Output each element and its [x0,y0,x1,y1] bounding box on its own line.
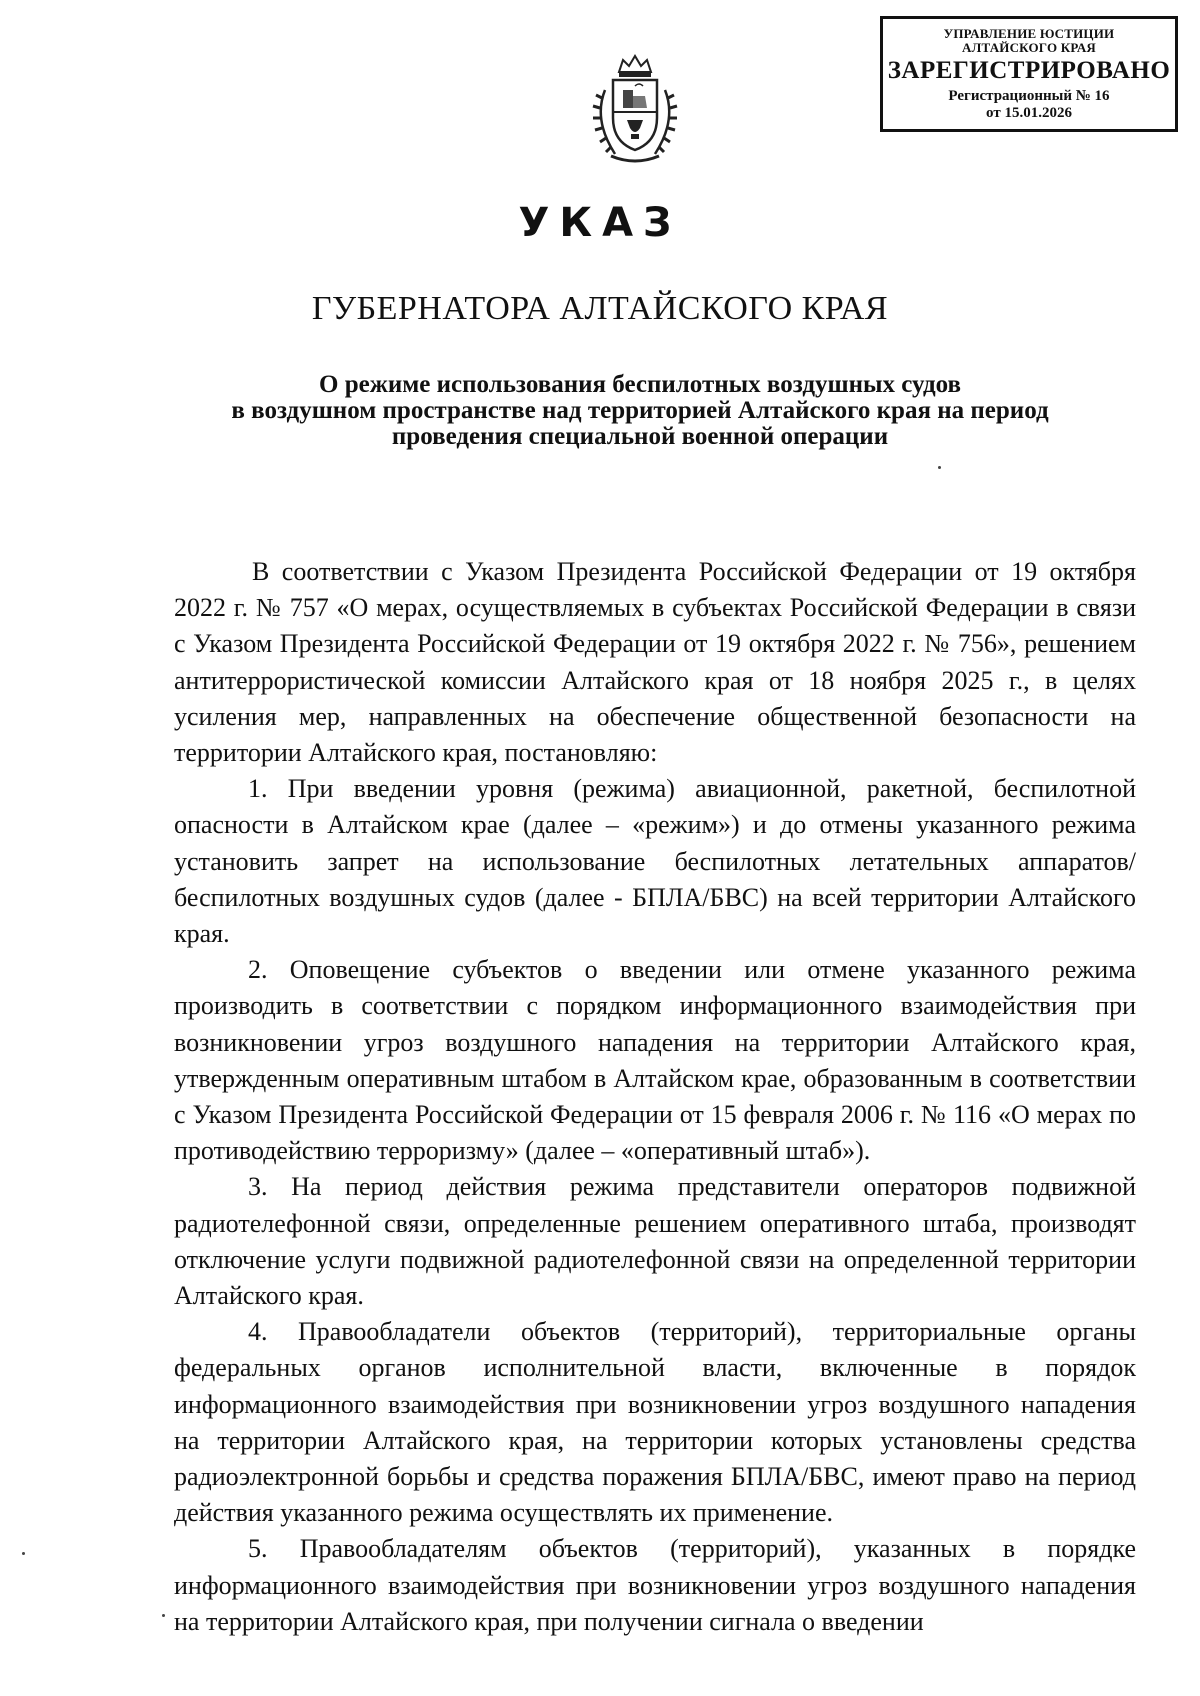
document-type-heading: УКАЗ [518,200,682,246]
document-title-line: О режиме использования беспилотных воздушных судов [319,371,961,398]
clause-3: 3. На период действия режима представители операторов подвижной радиотелефонной связи, определенные решением оперативного штаба, производят отключение услуги подвижной радиотелефонной связи на определенной территории Алтайского края. [174,1172,1136,1311]
issuer-heading: ГУБЕРНАТОРА АЛТАЙСКОГО КРАЯ [311,290,889,327]
scan-speck [938,466,941,469]
document-title-line: в воздушном пространстве над территорией Алтайского края на период [231,397,1049,424]
scan-speck [22,1552,25,1555]
document-title [170,372,1110,450]
stamp-date: от 15.01.2026 [986,105,1072,122]
clause-1: 1. При введении уровня (режима) авиационной, ракетной, беспилотной опасности в Алтайском крае (далее – «режим») и до отмены указанного режима установить запрет на использование беспилотных летательных аппаратов/беспилотных воздушных судов (далее - БПЛА/БВС) на всей территории Алтайского края. [174,774,1136,949]
stamp-org-line1: УПРАВЛЕНИЕ ЮСТИЦИИ [943,26,1115,41]
scan-speck [162,1614,165,1617]
clause-4: 4. Правообладатели объектов (территорий), территориальные органы федеральных органов исполнительной власти, включенные в порядок информационного взаимодействия при возникновении угроз воздушного нападения на территории Алтайского края, на территории которых установлены средства радиоэлектронной борьбы и средства поражения БПЛА/БВС, имеют право на период действия указанного режима осуществлять их применение. [174,1317,1136,1528]
clause-5: 5. Правообладателям объектов (территорий), указанных в порядке информационного взаимодействия при возникновении угроз воздушного нападения на территории Алтайского края, при получении сигнала о введении [174,1534,1136,1636]
coat-of-arms-emblem [575,50,695,170]
clause-2: 2. Оповещение субъектов о введении или отмене указанного режима производить в соответствии с порядком информационного взаимодействия при возникновении угроз воздушного нападения на территории Алтайского края, утвержденным оперативным штабом в Алтайском крае, образованным в соответствии с Указом Президента Российской Федерации от 15 февраля 2006 г. № 116 «О мерах по противодействию терроризму» (далее – «оперативный штаб»). [174,955,1136,1166]
preamble-paragraph: В соответствии с Указом Президента Российской Федерации от 19 октября 2022 г. № 757 «О мерах, осуществляемых в субъектах Российской Федерации в связи с Указом Президента Российской Федерации от 19 октября 2022 г. № 756», решением антитеррористической комиссии Алтайского края от 18 ноября 2025 г., в целях усиления мер, направленных на обеспечение общественной безопасности на территории Алтайского края, постановляю: [174,557,1136,768]
stamp-status: ЗАРЕГИСТРИРОВАНО [887,57,1171,85]
stamp-registration-number: Регистрационный № 16 [948,87,1110,104]
registration-stamp [880,16,1178,132]
document-title-line: проведения специальной военной операции [391,423,889,450]
stamp-org-line2: АЛТАЙСКОГО КРАЯ [962,39,1096,55]
document-body [174,554,1136,1640]
